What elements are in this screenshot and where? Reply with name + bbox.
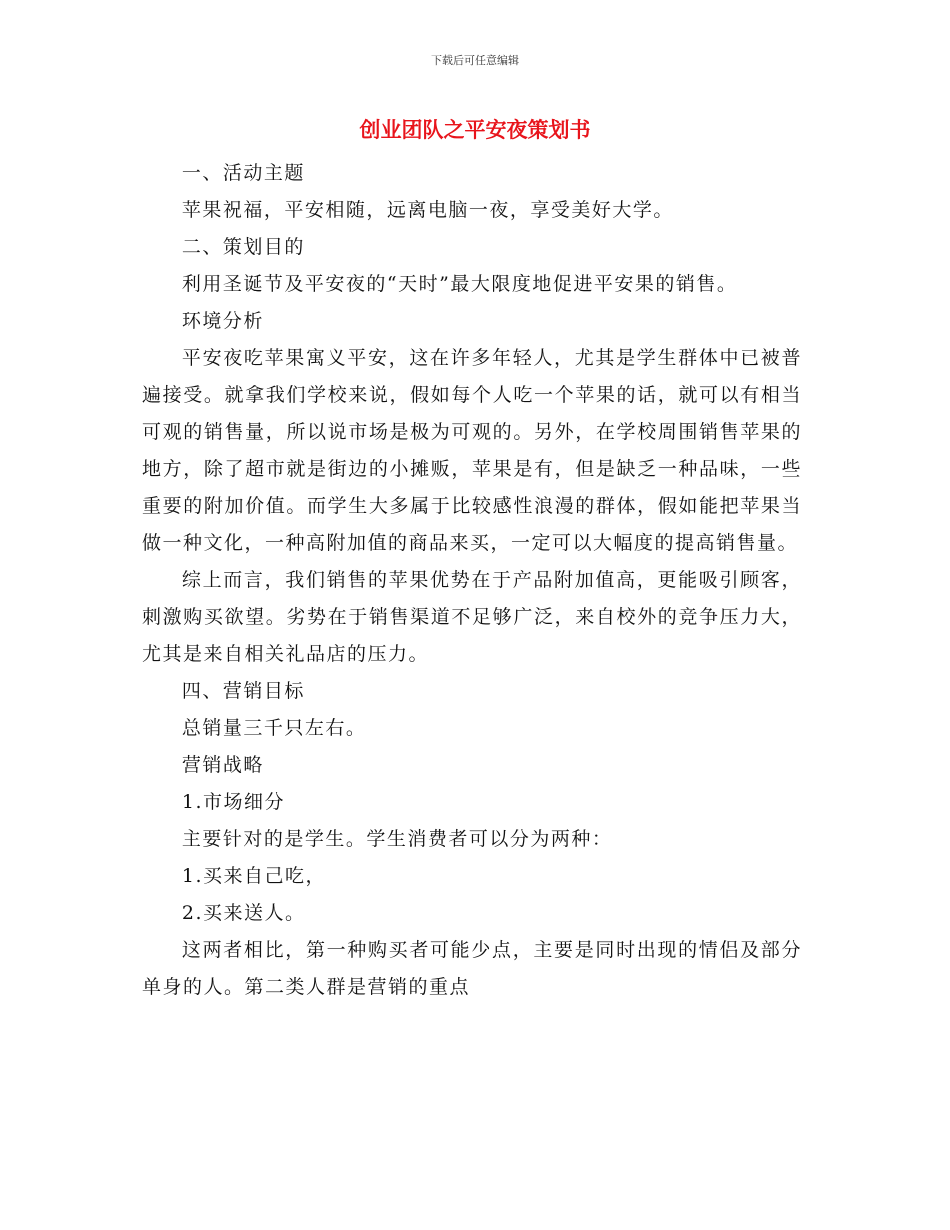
paragraph-summary: 综上而言，我们销售的苹果优势在于产品附加值高，更能吸引顾客，刺激购买欲望。劣势在于销售渠道不足够广泛，来自校外的竞争压力大，尤其是来自相关礼品店的压力。 [142, 569, 802, 665]
heading-marketing-strategy: 营销战略 [181, 754, 264, 776]
list-item-gift: 2.买来送人。 [181, 902, 306, 924]
heading-planning-purpose: 二、策划目的 [181, 236, 305, 258]
paragraph-environment: 平安夜吃苹果寓义平安，这在许多年轻人，尤其是学生群体中已被普遍接受。就拿我们学校来说，假如每个人吃一个苹果的话，就可以有相当可观的销售量，所以说市场是极为可观的。另外，在学校周围销售苹果的地方，除了超市就是街边的小摊贩，苹果是有，但是缺乏一种品味，一些重要的附加价值。而学生大多属于比较感性浪漫的群体，假如能把苹果当做一种文化，一种高附加值的商品来买，一定可以大幅度的提高销售量。 [142, 347, 802, 554]
heading-activity-theme: 一、活动主题 [181, 162, 305, 184]
heading-market-segmentation: 1.市场细分 [181, 791, 286, 813]
list-item-self-eat: 1.买来自己吃， [181, 865, 327, 887]
paragraph-purpose: 利用圣诞节及平安夜的“天时”最大限度地促进平安果的销售。 [181, 273, 738, 295]
document-title: 创业团队之平安夜策划书 [359, 118, 591, 142]
heading-environment-analysis: 环境分析 [181, 310, 264, 332]
header-note: 下载后可任意编辑 [431, 54, 519, 67]
paragraph-target: 主要针对的是学生。学生消费者可以分为两种： [181, 828, 613, 850]
document-body [142, 155, 802, 1006]
paragraph-comparison: 这两者相比，第一种购买者可能少点，主要是同时出现的情侣及部分单身的人。第二类人群是营销的重点 [142, 939, 802, 998]
paragraph-theme: 苹果祝福，平安相随，远离电脑一夜，享受美好大学。 [181, 199, 674, 221]
heading-marketing-goal: 四、营销目标 [181, 680, 305, 702]
paragraph-goal: 总销量三千只左右。 [181, 717, 367, 739]
